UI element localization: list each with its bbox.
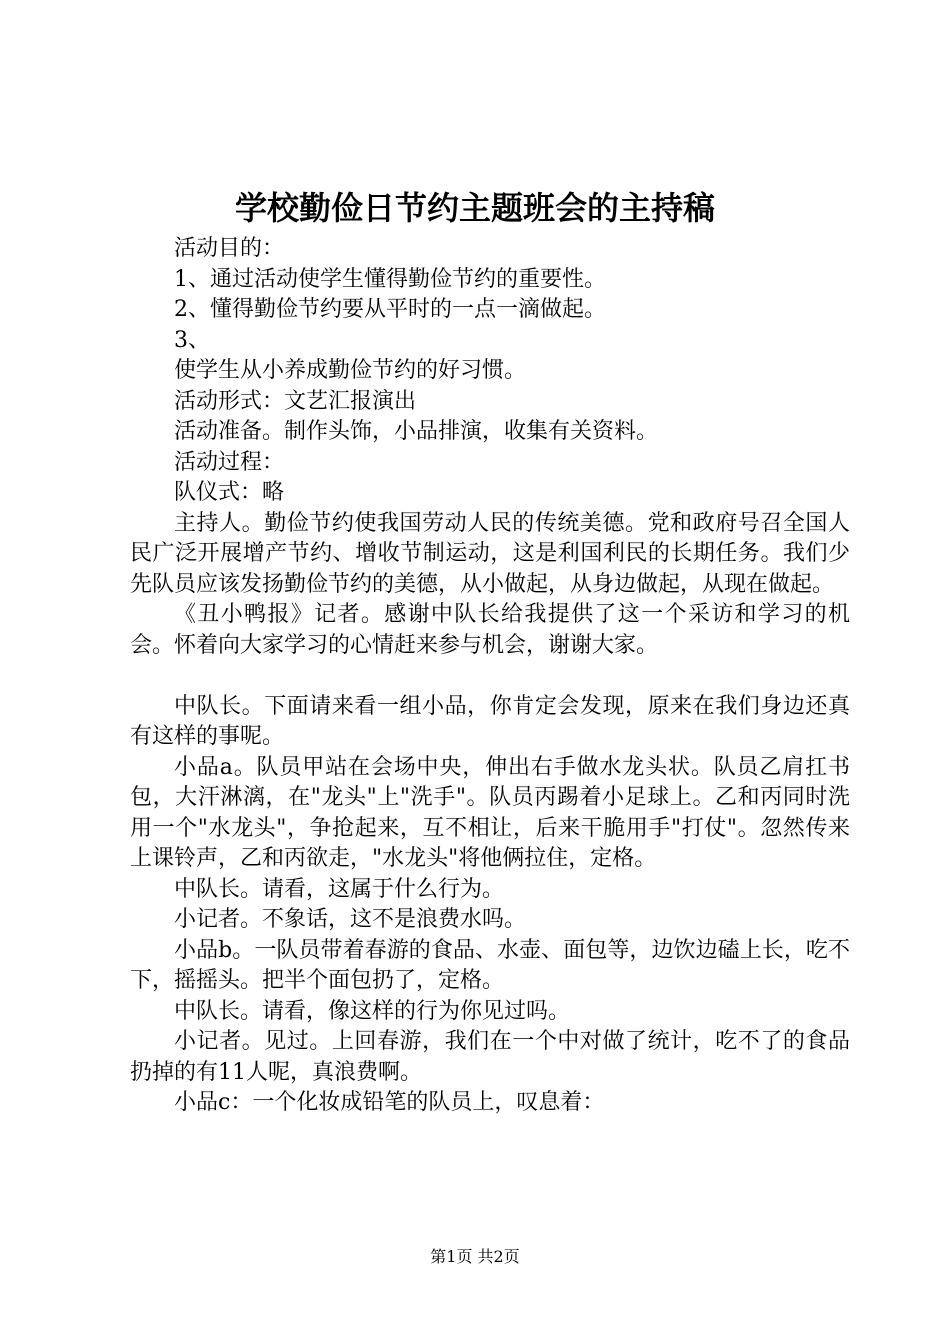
paragraph: 活动准备。制作头饰，小品排演，收集有关资料。 xyxy=(174,419,659,444)
paragraph: 小品a。队员甲站在会场中央，伸出右手做水龙头状。队员乙肩扛书包，大汗淋漓，在"龙头"上"洗手"。队员丙踢着小足球上。乙和丙同时洗用一个"水龙头"，争抢起来，互不相让，后来干脆用手"打仗"。忽然传来上课铃声，乙和丙欲走，"水龙头"将他俩拉住，定格。 xyxy=(130,754,850,871)
paragraph: 小记者。不象话，这不是浪费水吗。 xyxy=(174,907,527,932)
paragraph: 小记者。见过。上回春游，我们在一个中对做了统计，吃不了的食品扔掉的有11人呢，真浪费啊。 xyxy=(130,1029,850,1085)
paragraph: 中队长。请看，这属于什么行为。 xyxy=(174,876,505,902)
paragraph: 队仪式：略 xyxy=(174,480,285,505)
paragraph: 活动过程： xyxy=(174,449,285,475)
paragraph: 小品c：一个化妆成铅笔的队员上，叹息着： xyxy=(174,1090,605,1115)
paragraph: 中队长。下面请来看一组小品，你肯定会发现，原来在我们身边还真有这样的事呢。 xyxy=(130,693,850,749)
document-body xyxy=(130,234,850,1119)
document-title: 学校勤俭日节约主题班会的主持稿 xyxy=(234,189,715,227)
paragraph: 1、通过活动使学生懂得勤俭节约的重要性。 xyxy=(174,266,606,292)
paragraph: 《丑小鸭报》记者。感谢中队长给我提供了这一个采访和学习的机会。怀着向大家学习的心情赶来参与机会，谢谢大家。 xyxy=(130,602,850,658)
paragraph xyxy=(130,661,850,692)
paragraph: 小品b。一队员带着春游的食品、水壶、面包等，边饮边磕上长，吃不下，摇摇头。把半个面包扔了，定格。 xyxy=(130,937,850,993)
paragraph: 中队长。请看，像这样的行为你见过吗。 xyxy=(174,998,571,1024)
paragraph: 活动形式：文艺汇报演出 xyxy=(174,388,417,414)
paragraph: 3、 xyxy=(174,327,210,353)
paragraph: 2、懂得勤俭节约要从平时的一点一滴做起。 xyxy=(174,297,606,322)
paragraph: 主持人。勤俭节约使我国劳动人民的传统美德。党和政府号召全国人民广泛开展增产节约、增收节制运动，这是利国利民的长期任务。我们少先队员应该发扬勤俭节约的美德，从小做起，从身边做起，从现在做起。 xyxy=(130,510,850,597)
paragraph: 活动目的： xyxy=(174,236,285,261)
paragraph: 使学生从小养成勤俭节约的好习惯。 xyxy=(174,358,527,383)
page-footer: 第1页 共2页 xyxy=(430,1247,520,1266)
